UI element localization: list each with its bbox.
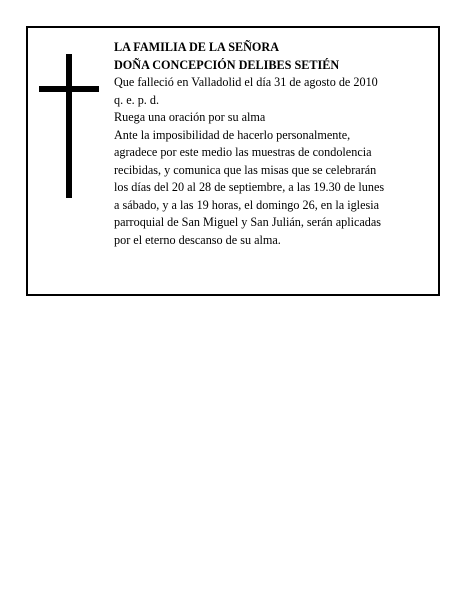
body-line-8: a sábado, y a las 19 horas, el domingo 26, en la iglesia xyxy=(114,197,380,212)
cross-horizontal-bar xyxy=(39,86,99,92)
body-line-4: Ante la imposibilidad de hacerlo personalmente, xyxy=(114,127,351,142)
obituary-notice-frame xyxy=(26,26,440,296)
body-line-9: parroquial de San Miguel y San Julián, serán aplicadas xyxy=(114,215,382,229)
body-line-prayer-request: Ruega una oración por su alma xyxy=(114,110,266,124)
body-line-6: recibidas, y comunica que las misas que se celebrarán xyxy=(114,162,377,177)
body-line-7: los días del 20 al 28 de septiembre, a las 19.30 de lunes xyxy=(114,180,385,194)
body-line-10: por el eterno descanso de su alma. xyxy=(114,232,281,247)
body-line-5: agradece por este medio las muestras de condolencia xyxy=(114,145,372,159)
body-line-death-date: Que falleció en Valladolid el día 31 de agosto de 2010 xyxy=(114,75,378,89)
latin-cross-icon xyxy=(39,54,99,198)
heading-deceased-name: DOÑA CONCEPCIÓN DELIBES SETIÉN xyxy=(114,57,340,72)
body-line-rip: q. e. p. d. xyxy=(114,92,160,107)
cross-vertical-bar xyxy=(66,54,72,198)
heading-family-line: LA FAMILIA DE LA SEÑORA xyxy=(114,40,280,54)
obituary-text xyxy=(114,39,430,249)
